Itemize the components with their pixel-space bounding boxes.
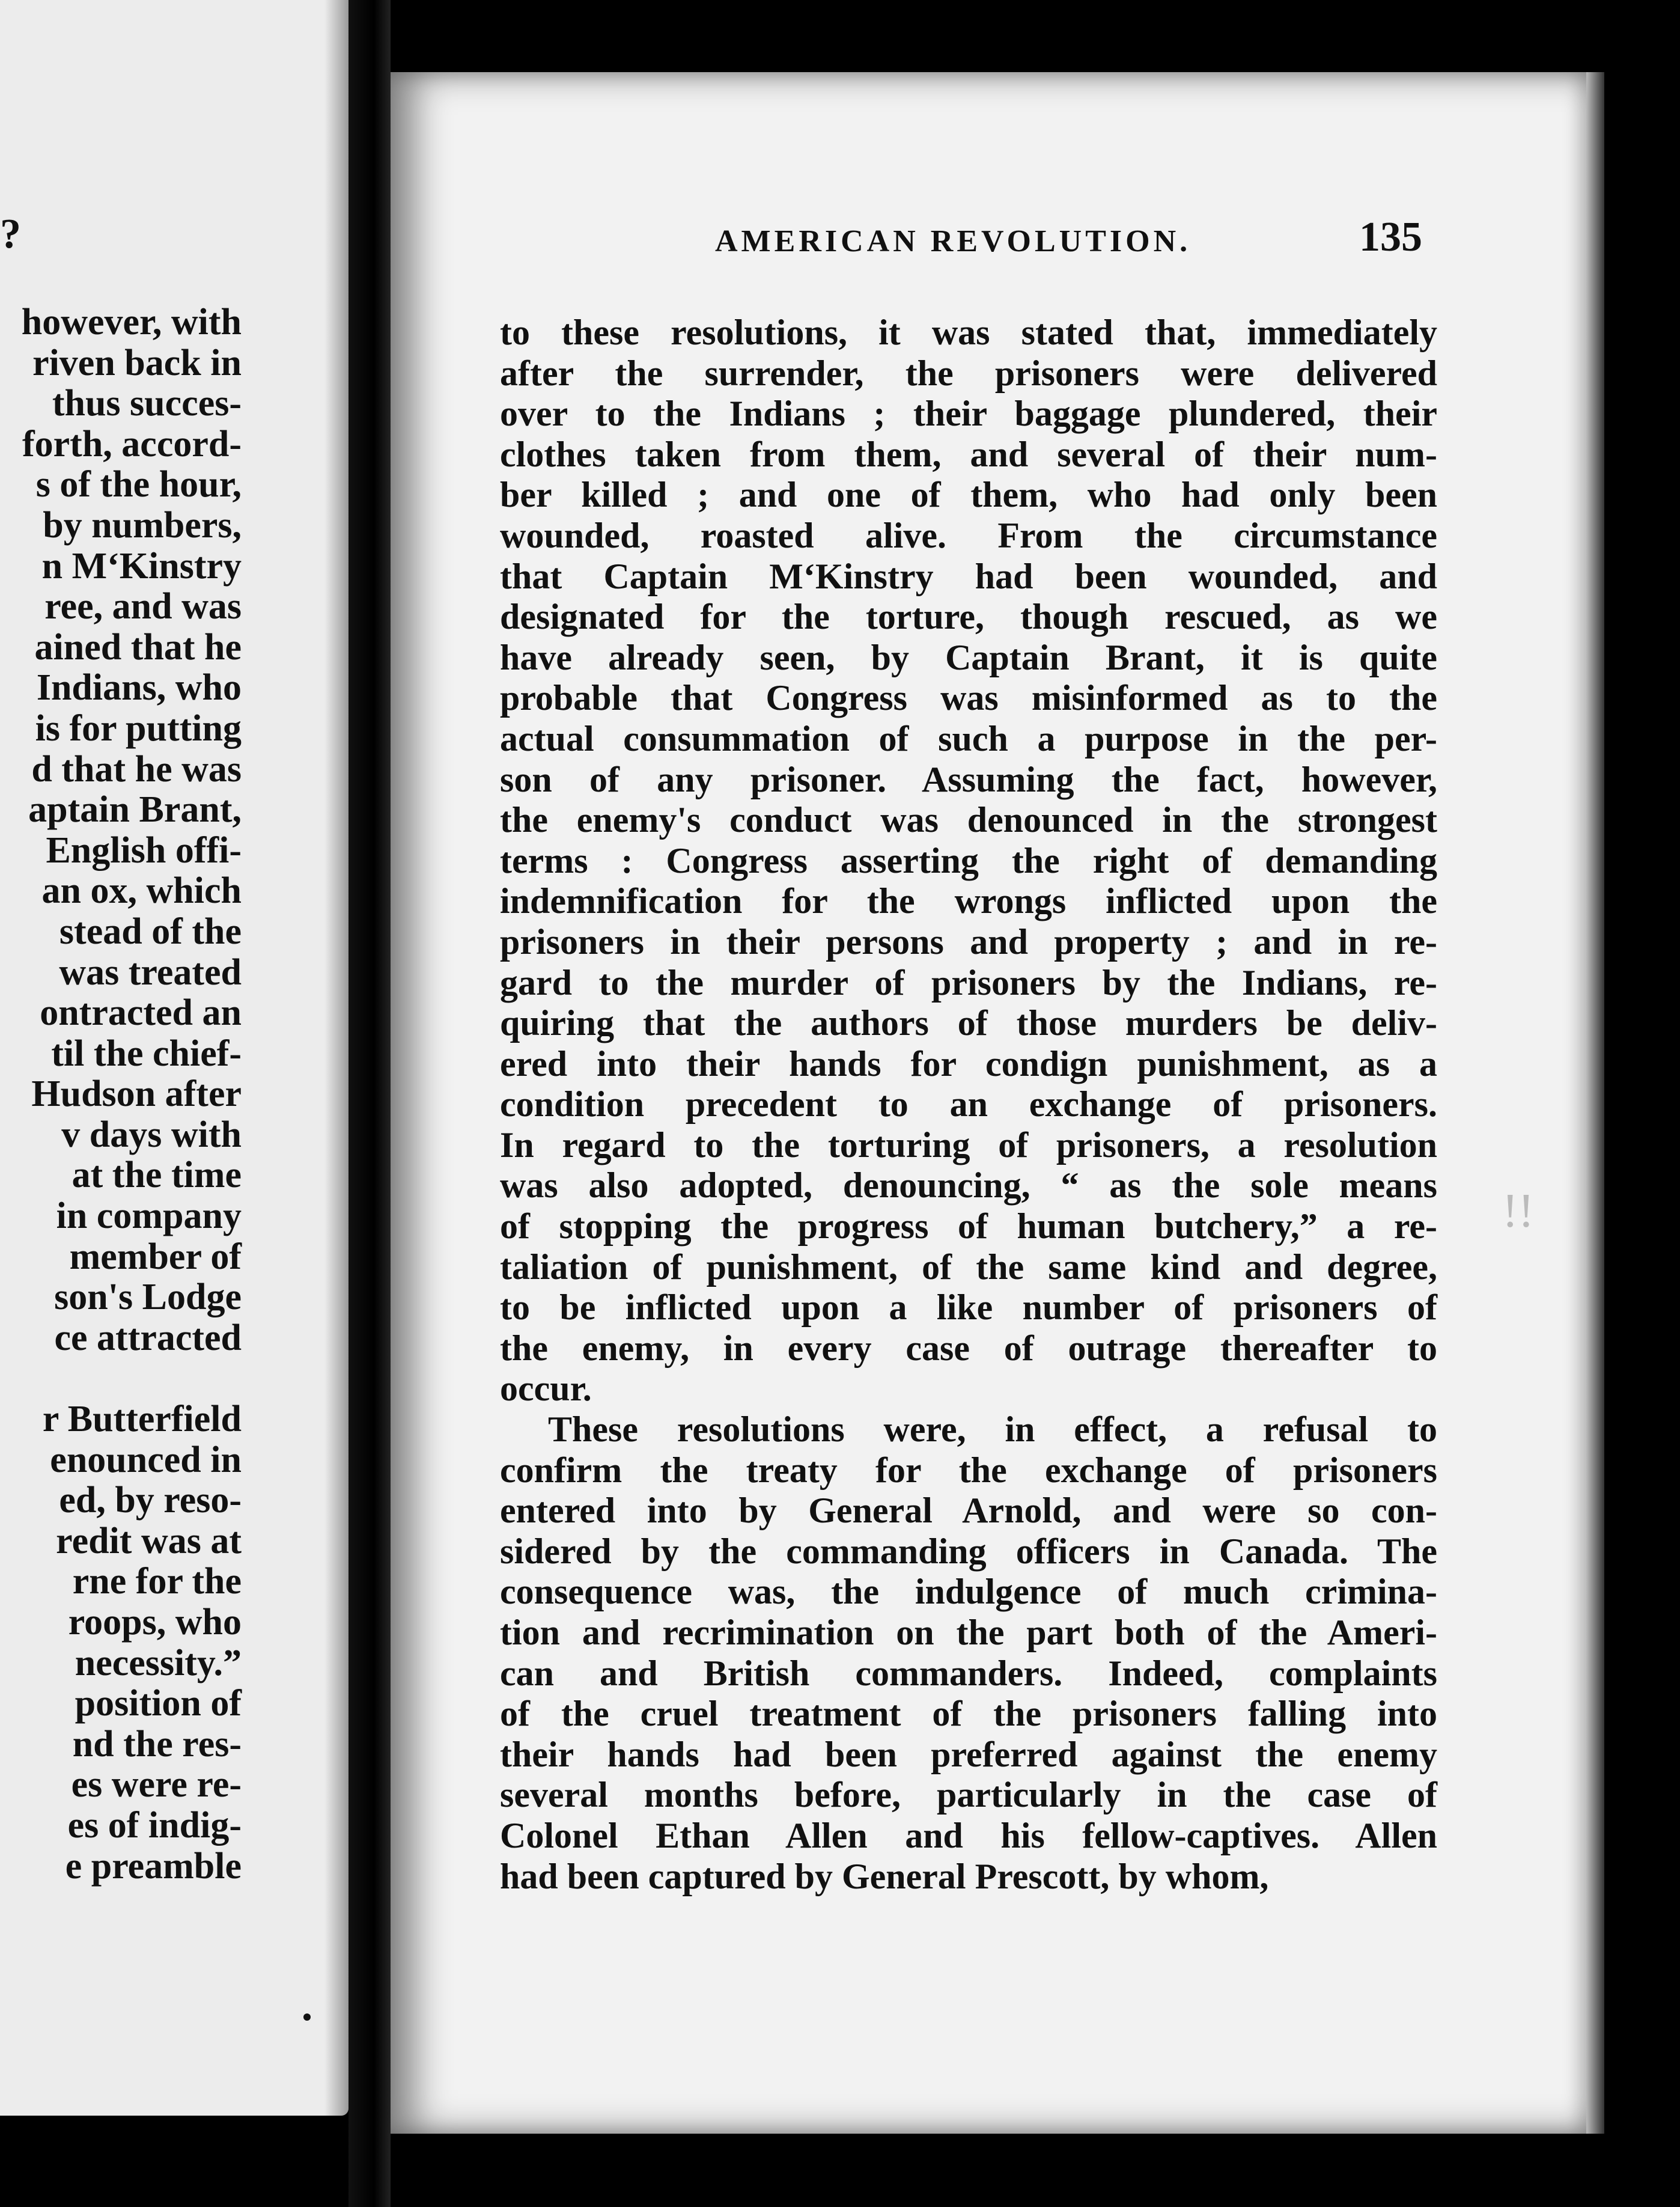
left-text-line: stead of the	[59, 911, 242, 952]
running-head: AMERICAN REVOLUTION.	[715, 224, 1192, 258]
text-line: wounded, roasted alive. From the circumstance	[500, 515, 1437, 555]
left-text-line: s of the hour,	[35, 464, 242, 505]
page-curl-shadow	[324, 0, 348, 2116]
text-line: can and British commanders. Indeed, complaints	[500, 1653, 1437, 1693]
text-line: of stopping the progress of human butchery,” a re-	[500, 1206, 1437, 1247]
left-text-line: son's Lodge	[54, 1277, 242, 1318]
left-text-line: member of	[69, 1236, 242, 1277]
book-gutter	[348, 0, 391, 2207]
ink-dot	[303, 2013, 311, 2021]
left-text-line: English offi-	[46, 829, 242, 871]
left-text-line: position of	[75, 1683, 242, 1724]
left-margin-mark: ?	[0, 211, 21, 257]
left-text-line	[0, 1358, 242, 1399]
pencil-annotation: !!	[1502, 1185, 1535, 1238]
text-line: ered into their hands for condign punishment, as a	[500, 1043, 1437, 1084]
left-text-line: at the time	[72, 1155, 242, 1196]
text-line: over to the Indians ; their baggage plundered, their	[500, 394, 1437, 434]
text-line: tion and recrimination on the part both of the Ameri-	[500, 1613, 1437, 1652]
left-text-line: ed, by reso-	[59, 1480, 242, 1521]
text-line: probable that Congress was misinformed as to the	[500, 678, 1437, 718]
page-edge	[1586, 72, 1604, 2134]
text-line: have already seen, by Captain Brant, it is quite	[500, 637, 1437, 677]
left-page-text	[0, 302, 242, 1887]
text-line: quiring that the authors of those murders be deliv-	[500, 1003, 1437, 1043]
text-line: consequence was, the indulgence of much crimina-	[500, 1572, 1437, 1612]
text-line: In regard to the torturing of prisoners, a resolution	[500, 1125, 1437, 1165]
left-text-line: by numbers,	[43, 504, 242, 546]
text-line: son of any prisoner. Assuming the fact, however,	[500, 759, 1437, 799]
text-line: Colonel Ethan Allen and his fellow-captives. Allen	[500, 1815, 1437, 1855]
left-text-line: r Butterfield	[42, 1399, 242, 1440]
left-text-line: is for putting	[35, 707, 242, 749]
text-line: to these resolutions, it was stated that, immediately	[500, 313, 1437, 352]
left-text-line: in company	[56, 1195, 242, 1237]
left-text-line: v days with	[61, 1114, 242, 1155]
text-line: the enemy's conduct was denounced in the strongest	[500, 800, 1437, 840]
body-text	[500, 313, 1437, 1897]
left-text-line: however, with	[21, 302, 242, 343]
text-line: condition precedent to an exchange of prisoners.	[500, 1084, 1437, 1125]
left-text-line: thus succes-	[52, 383, 242, 424]
left-text-line: es of indig-	[67, 1804, 242, 1846]
text-line: had been captured by General Prescott, by whom,	[500, 1856, 1269, 1896]
left-text-line: enounced in	[50, 1439, 242, 1480]
left-text-line: es were re-	[71, 1764, 242, 1806]
text-line: of the cruel treatment of the prisoners falling into	[500, 1694, 1437, 1734]
left-text-line: ontracted an	[40, 992, 242, 1034]
text-line: designated for the torture, though rescued, as we	[500, 597, 1437, 637]
left-text-line: n M‘Kinstry	[41, 545, 242, 587]
text-line: prisoners in their persons and property ; and in re-	[500, 921, 1437, 962]
text-line: actual consummation of such a purpose in the per-	[500, 718, 1437, 759]
text-line: These resolutions were, in effect, a refusal to	[548, 1409, 1437, 1450]
left-text-line: redit was at	[56, 1520, 242, 1561]
left-text-line: riven back in	[32, 342, 242, 383]
text-line: sidered by the commanding officers in Canada. The	[500, 1531, 1437, 1571]
left-facing-page	[0, 0, 348, 2116]
text-line: terms : Congress asserting the right of demanding	[500, 840, 1437, 881]
text-line: ber killed ; and one of them, who had only been	[500, 475, 1437, 515]
text-line: taliation of punishment, of the same kind and degree,	[500, 1247, 1437, 1287]
left-text-line: an ox, which	[41, 870, 242, 912]
text-line: their hands had been preferred against the enemy	[500, 1734, 1437, 1774]
left-text-line: ce attracted	[54, 1317, 242, 1358]
text-line: that Captain M‘Kinstry had been wounded, and	[500, 556, 1437, 596]
text-line: occur.	[500, 1369, 592, 1409]
left-text-line: ree, and was	[44, 586, 242, 627]
left-text-line: d that he was	[31, 748, 242, 790]
text-line: confirm the treaty for the exchange of prisoners	[500, 1450, 1437, 1490]
left-text-line: e preamble	[65, 1845, 242, 1887]
text-line: gard to the murder of prisoners by the Indians, re-	[500, 962, 1437, 1003]
left-text-line: Indians, who	[36, 667, 242, 709]
left-text-line: forth, accord-	[22, 423, 242, 465]
left-text-line: ained that he	[34, 626, 242, 668]
text-line: the enemy, in every case of outrage thereafter to	[500, 1328, 1437, 1368]
text-line: indemnification for the wrongs inflicted upon the	[500, 881, 1437, 921]
left-text-line: necessity.”	[75, 1642, 242, 1683]
text-line: to be inflicted upon a like number of prisoners of	[500, 1287, 1437, 1328]
text-line: was also adopted, denouncing, “ as the sole means	[500, 1165, 1437, 1206]
left-text-line: was treated	[59, 951, 242, 993]
left-text-line: aptain Brant,	[28, 789, 242, 831]
text-line: several months before, particularly in the case of	[500, 1775, 1437, 1815]
left-text-line: Hudson after	[31, 1073, 242, 1115]
left-text-line: nd the res-	[72, 1723, 242, 1765]
left-text-line: rne for the	[72, 1561, 242, 1602]
left-text-line: roops, who	[68, 1602, 242, 1643]
left-text-line: til the chief-	[51, 1033, 242, 1074]
text-line: entered into by General Arnold, and were so con-	[500, 1491, 1437, 1531]
page-number: 135	[1359, 214, 1422, 260]
text-line: after the surrender, the prisoners were delivered	[500, 353, 1437, 393]
text-line: clothes taken from them, and several of their num-	[500, 434, 1437, 474]
